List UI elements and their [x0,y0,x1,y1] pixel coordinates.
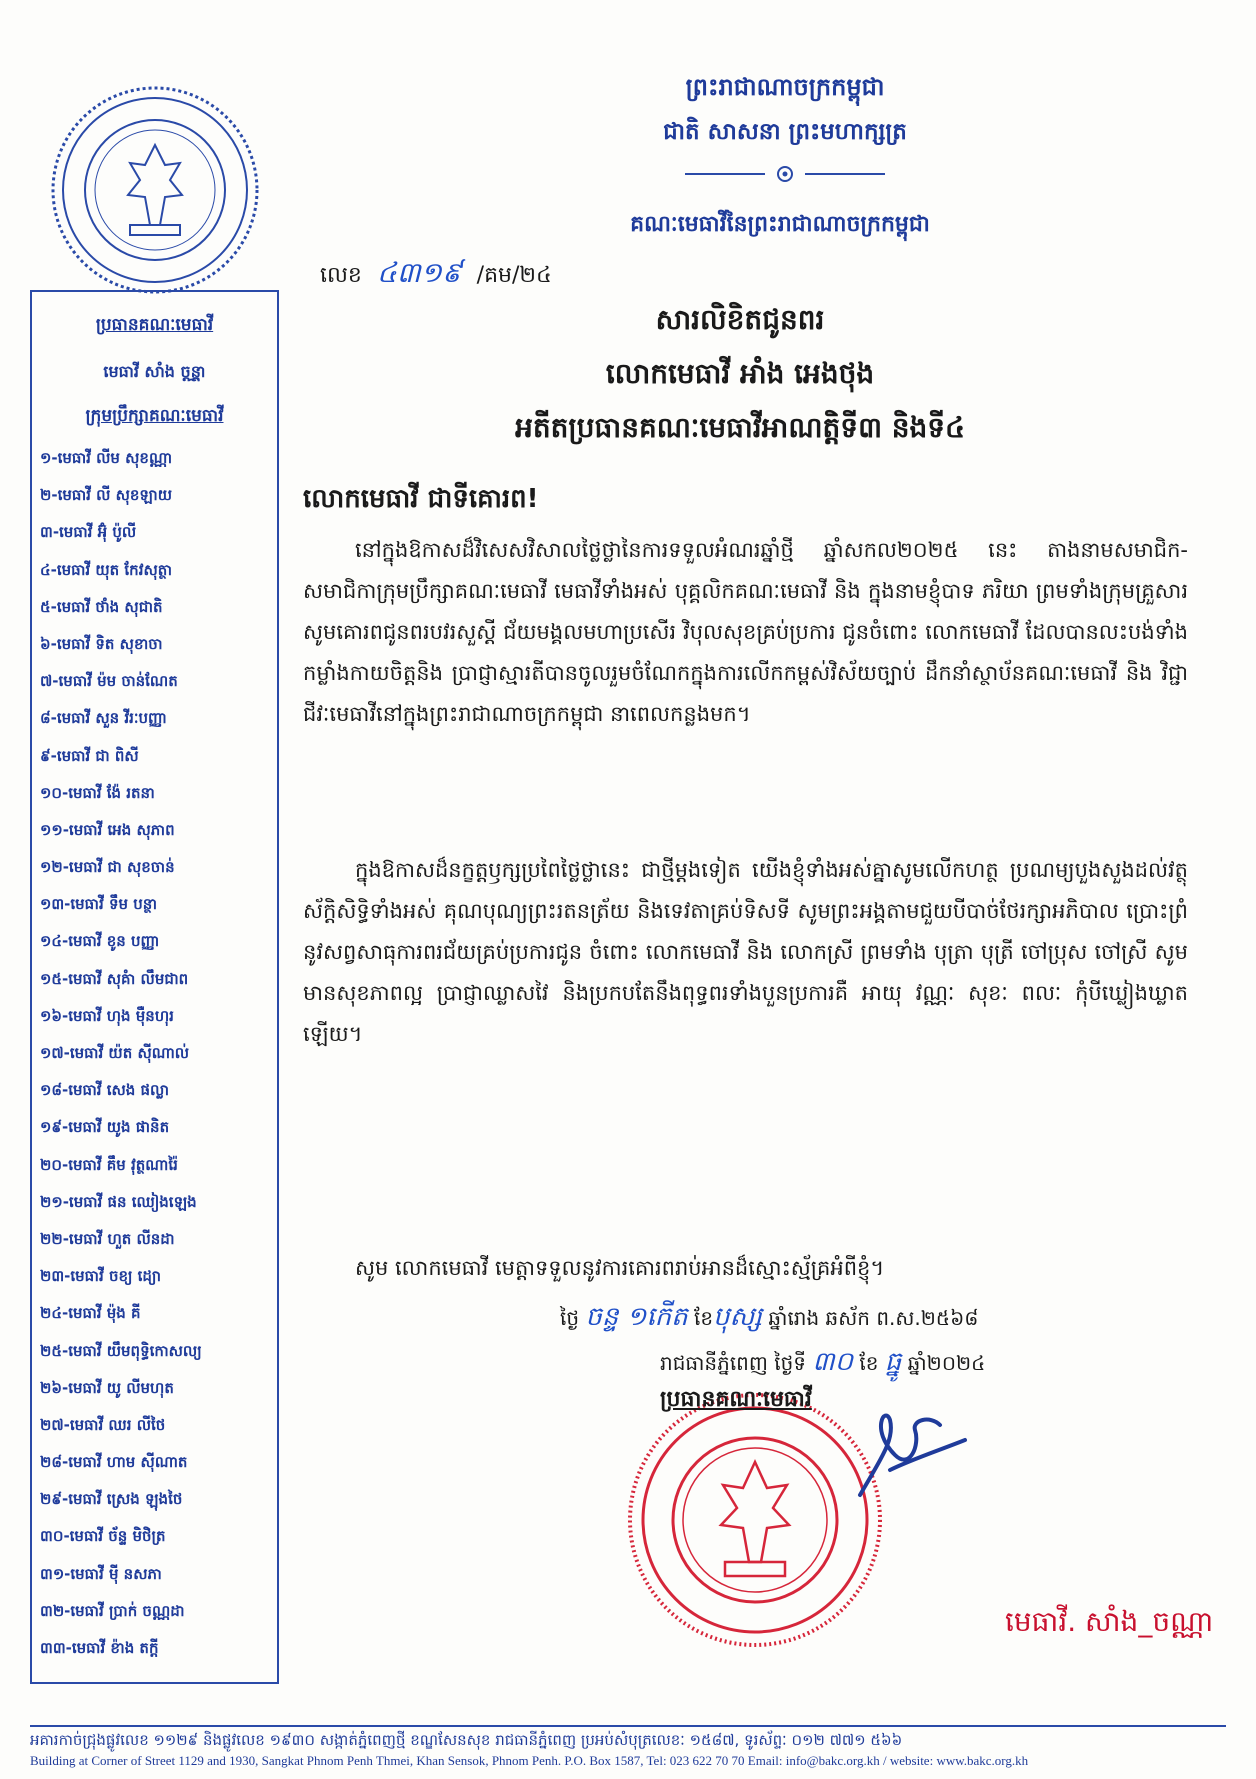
president-heading: ប្រធានគណៈមេធាវី [95,315,214,335]
council-sidebar [30,290,279,1684]
council-member-item: ២៥-មេធាវី យឹមពុទ្ធិកោសល្យ [40,1341,202,1360]
signature-title: ប្រធានគណៈមេធាវី [660,1387,812,1412]
council-member-item: ១៣-មេធាវី ទឹម បន្ថា [40,895,158,914]
paragraph-1: នៅក្នុងឱកាសដ៏វិសេសវិសាលថ្លៃថ្លានៃការទទួលអំណរឆ្នាំថ្មី ឆ្នាំសកល២០២៥ នេះ តាងនាមសមាជិក-សមាជិកាក្រុមប្រឹក្សាគណៈមេធាវី មេធាវីទាំងអស់ បុគ្គលិកគណៈមេធាវី និង ក្នុងនាមខ្ញុំបាទ ភរិយា ព្រមទាំងក្រុមគ្រួសារ សូមគោរពជូនពរបវរសួស្ដី ជ័យមង្គលមហាប្រសើរ វិបុលសុខគ្រប់ប្រការ ជូនចំពោះ លោកមេធាវី ដែលបានលះបង់ទាំងកម្លាំងកាយចិត្តនិង ប្រាជ្ញាស្មារតីបានចូលរួមចំណែកក្នុងការលើកកម្ពស់វិស័យច្បាប់ ដឹកនាំស្ថាប័នគណៈមេធាវី និង វិជ្ជាជីវៈមេធាវីនៅក្នុងព្រះរាជាណាចក្រកម្ពុជា នាពេលកន្លងមក។ [303,538,1188,726]
greeting: លោកមេធាវី ជាទីគោរព! [303,484,539,514]
lunar-month-handwritten: បុស្ស [713,1302,763,1332]
council-member-item: ១៩-មេធាវី យូង ផានិត [40,1118,170,1137]
council-member-list [32,440,277,1667]
letter-title: សារលិខិតជូនពរ [655,303,825,336]
council-member-item: ២៧-មេធាវី ឈរ លីថៃ [40,1415,166,1434]
council-member-item: ៣១-មេធាវី ម៉ី នសភា [40,1564,162,1583]
paragraph-3: សូម លោកមេធាវី មេត្តាទទួលនូវការគោរពរាប់អានដ៏ស្មោះស្ម័គ្រអំពីខ្ញុំ។ [355,1256,885,1280]
footer-divider [30,1725,1226,1727]
ref-suffix: /គម/២៤ [476,263,552,288]
council-member-item: ១១-មេធាវី អេង សុភាព [40,820,175,839]
ornament-divider [675,162,895,186]
council-member-item: ២-មេធាវី លី សុខឡាយ [40,486,173,505]
council-member-item: ១-មេធាវី លីម សុខណ្ណា [40,449,173,467]
council-member-item: ៣-មេធាវី អ៊ុំ ប៉ូលី [40,523,137,542]
council-member-item: ១៦-មេធាវី ហុង ម៉ឺនហុរ [40,1006,174,1025]
council-member-item: ២៦-មេធាវី យូ លីមហុត [40,1378,174,1397]
council-member-item: ២៣-មេធាវី ចខ្យ ដ្យោ [40,1267,161,1286]
recipient-position: អតីតប្រធានគណៈមេធាវីអាណត្តិទី៣ និងទី៤ [515,411,965,444]
council-member-item: ១៨-មេធាវី សេង ផល្លា [40,1081,170,1100]
council-member-item: ៣២-មេធាវី ប្រាក់ ចណ្ណដា [40,1601,185,1620]
council-member-item: ២៤-មេធាវី ម៉ុង គី [40,1304,141,1323]
lunar-day-handwritten: ចន្ទ ១កើត [585,1302,688,1332]
council-member-item: ៩-មេធាវី ជា ពិសី [40,746,139,765]
solar-prefix: រាជធានីភ្នំពេញ ថ្ងៃទី [660,1351,807,1375]
council-member-item: ២៩-មេធាវី ស្រេង ឡុងថៃ [40,1490,183,1509]
council-member-item: ១២-មេធាវី ជា សុខចាន់ [40,858,175,877]
lunar-date [560,1300,978,1338]
solar-month-label: ខែ [859,1351,879,1375]
lunar-year: ឆ្នាំរោង ឆស័ក ព.ស.២៥៦៨ [768,1306,979,1330]
lunar-prefix: ថ្ងៃ [560,1306,580,1330]
recipient-name: លោកមេធាវី អាំង អេងថុង [605,357,875,390]
council-member-item: ៦-មេធាវី ទិត សុខាចា [40,634,163,653]
council-member-item: ៤-មេធាវី យុត កែវសុត្ថា [40,560,173,579]
council-member-item: ៣៣-មេធាវី ខ៉ាង តក្ដី [40,1639,159,1657]
handwritten-signature [850,1400,970,1510]
council-member-item: ១៧-មេធាវី យ៉ត ស៊ីណាល់ [40,1044,190,1062]
reference-number [320,255,552,296]
council-member-item: ២០-មេធាវី គឹម វុត្ថណារ៉ៃ [40,1155,178,1174]
ref-label: លេខ [320,263,362,288]
council-member-item: ៣០-មេធាវី ច័ន្ទ មិថិត្រ [40,1527,166,1546]
council-heading: ក្រុមប្រឹក្សាគណៈមេធាវី [85,406,224,426]
footer-address-khmer: អគារកាច់ជ្រុងផ្លូវលេខ ១១២៩ និងផ្លូវលេខ ១៩៣០ សង្កាត់ភ្នំពេញថ្មី ខណ្ឌសែនសុខ រាជធានីភ្នំពេញ ប្រអប់សំបុត្រលេខៈ ១៥៨៧, ទូរស័ព្ទៈ ០១២ ៧៧១ ៥៦៦ [30,1731,903,1749]
motto: ជាតិ សាសនា ព្រះមហាក្សត្រ [663,119,907,145]
paragraph-2: ក្នុងឱកាសដ៏នក្ខត្តឫក្សប្រពៃថ្លៃថ្លានេះ ជាថ្មីម្តងទៀត យើងខ្ញុំទាំងអស់គ្នាសូមលើកហត្ថ ប្រណម្យបួងសួងដល់វត្ថុស័ក្តិសិទ្ធិទាំងអស់ គុណបុណ្យព្រះរតនត្រ័យ និងទេវតាគ្រប់ទិសទី សូមព្រះអង្គតាមជួយបីបាច់ថែរក្សាអភិបាល ប្រោះព្រំនូវសព្វសាធុការពរជ័យគ្រប់ប្រការជូន ចំពោះ លោកមេធាវី និង លោកស្រី ព្រមទាំង បុត្រា បុត្រី ចៅប្រុស ចៅស្រី សូម មានសុខភាពល្អ ប្រាជ្ញាឈ្លាសវៃ និងប្រកបតែនឹងពុទ្ធពរទាំងបួនប្រការគឺ អាយុ វណ្ណៈ សុខៈ ពលៈ កុំបីឃ្លៀងឃ្លាតឡើយ។ [303,858,1189,1046]
signer-name: មេធាវី. សាំង_ចណ្ណា [1005,1605,1214,1638]
lunar-month-label: ខែ [693,1306,714,1330]
council-member-item: ១៥-មេធាវី សុគំា លឹមជាព [40,969,189,988]
kingdom-title: ព្រះរាជាណាចក្រកម្ពុជា [685,73,885,101]
council-member-item: ២៨-មេធាវី ហាម ស៊ីណាត [40,1453,188,1472]
council-member-item: ២២-មេធាវី ហួត លីនដា [40,1229,175,1248]
council-member-item: ៥-មេធាវី ថាំង សុជាតិ [40,597,163,616]
ref-number-handwritten: ៤៣១៩ [376,256,462,289]
bar-association-seal [50,85,260,295]
council-member-item: ២១-មេធាវី ផន ឈៀងឡេង [40,1192,197,1211]
solar-day-handwritten: ៣០ [812,1347,853,1377]
president-name: មេធាវី សាំង ចន្ថ្ណា [103,362,206,381]
council-member-item: ៨-មេធាវី សួន វីរៈបញ្ញា [40,709,167,728]
footer-address-english: Building at Corner of Street 1129 and 1930, Sangkat Phnom Penh Thmei, Khan Sensok, Phnom Penh. P.O. Box 1587, Tel: 023 622 70 70 Email: info@bakc.org.kh / website: www.bakc.org.kh [30,1753,1029,1768]
council-member-item: ១៤-មេធាវី ខូន បញ្ញា [40,932,160,951]
solar-month-handwritten: ធ្នូ [884,1347,902,1377]
solar-year: ឆ្នាំ២០២៤ [907,1351,986,1375]
bar-association-name: គណៈមេធាវីនៃព្រះរាជាណាចក្រកម្ពុជា [630,212,930,237]
solar-date [660,1345,985,1383]
official-red-seal [625,1390,885,1650]
council-member-item: ១០-មេធាវី ង៉ែ រតនា [40,783,155,802]
council-member-item: ៧-មេធាវី ម៉ម ចាន់ណែត [40,672,178,691]
